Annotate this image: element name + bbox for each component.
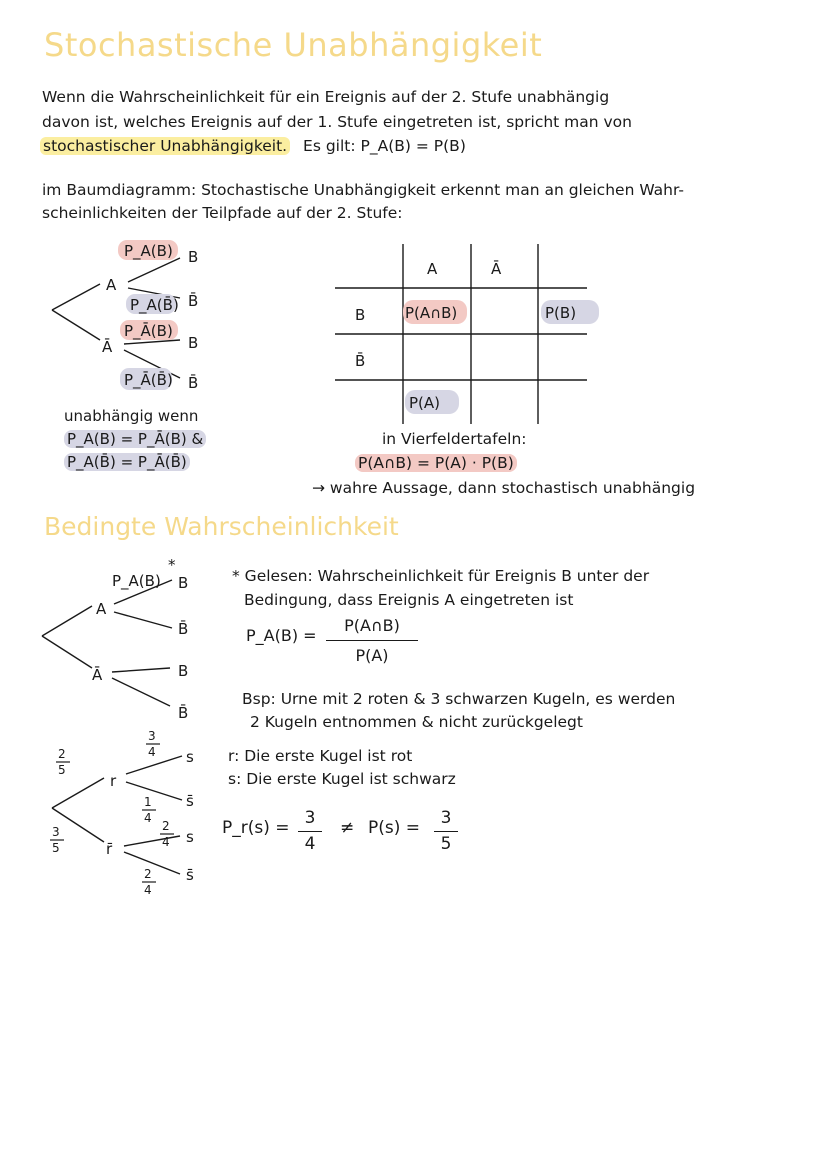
highlight-stochastic-independence: stochastischer Unabhängigkeit. [40, 137, 290, 155]
example-line-1: Bsp: Urne mit 2 roten & 3 schwarzen Kugeln, es werden [242, 690, 676, 708]
tree1-leaf-b2: B [188, 334, 199, 352]
result-lhs: P_r(s) = [222, 818, 290, 838]
tree3-leaf-s1: s [186, 748, 194, 766]
definition-fraction-bar [326, 640, 418, 641]
example-line-2: 2 Kugeln entnommen & nicht zurückgelegt [250, 713, 583, 731]
tree3-leaf-sbar2: s̄ [186, 866, 194, 884]
tree-intro-line-2: scheinlichkeiten der Teilpfade auf der 2. Stufe: [42, 204, 403, 222]
tree3-prob-rs-num: 3 [148, 729, 156, 743]
intro-line-1: Wenn die Wahrscheinlichkeit für ein Ereignis auf der 2. Stufe unabhängig [42, 88, 610, 106]
tree-diagram-independence [40, 232, 240, 402]
tree3-prob-rbars-den: 4 [162, 835, 170, 849]
page-title: Stochastische Unabhängigkeit [44, 26, 543, 64]
tree3-prob-rsbar-num: 1 [144, 795, 152, 809]
tree2-node-a: A [96, 600, 107, 618]
section-title-conditional: Bedingte Wahrscheinlichkeit [44, 512, 399, 541]
table-cell-a-and-b: P(A∩B) [405, 304, 458, 322]
tree-intro-line-1: im Baumdiagramm: Stochastische Unabhängigkeit erkennt man an gleichen Wahr- [42, 181, 684, 199]
tree3-prob-r-num: 2 [58, 747, 66, 761]
table-cell-a-total: P(A) [409, 394, 441, 412]
example-def-r: r: Die erste Kugel ist rot [228, 747, 413, 765]
table-row-b: B [355, 306, 366, 324]
tree3-prob-rbars-num: 2 [162, 819, 170, 833]
tree-diagram-conditional [36, 558, 216, 728]
independence-note-line-1: unabhängig wenn [64, 407, 199, 425]
definition-numerator: P(A∩B) [344, 616, 400, 635]
tree2-leaf-b2: B [178, 662, 189, 680]
tree3-prob-rbar-num: 3 [52, 825, 60, 839]
independence-note-line-2: P_A(B) = P_Ā(B) & [64, 430, 206, 448]
definition-line-1: * Gelesen: Wahrscheinlichkeit für Ereignis B unter der [232, 567, 650, 585]
tree2-leaf-bbar2: B̄ [178, 704, 189, 722]
tree3-prob-rs-den: 4 [148, 745, 156, 759]
tree1-prob-a-bbar: P_A(B̄) [130, 296, 179, 314]
tree2-star: * [168, 558, 176, 574]
tree3-leaf-s2: s [186, 828, 194, 846]
definition-denominator: P(A) [355, 646, 389, 665]
result-lhs-bar [298, 831, 322, 832]
tree2-node-abar: Ā [92, 666, 103, 684]
tree3-prob-rbarsbar-num: 2 [144, 867, 152, 881]
tree1-leaf-bbar1: B̄ [188, 292, 199, 310]
result-lhs-num: 3 [304, 808, 316, 828]
tree3-prob-rsbar-den: 4 [144, 811, 152, 825]
tree1-prob-a-b: P_A(B) [124, 242, 173, 260]
tree2-leaf-bbar1: B̄ [178, 620, 189, 638]
table-caption-formula: P(A∩B) = P(A) · P(B) [355, 454, 517, 472]
result-neq: ≠ [340, 818, 355, 838]
tree1-leaf-b1: B [188, 248, 199, 266]
tree3-prob-rbar-den: 5 [52, 841, 60, 855]
tree3-node-rbar: r̄ [106, 840, 113, 858]
tree-diagram-urn [40, 724, 220, 904]
tree2-leaf-b1: B [178, 574, 189, 592]
table-col-abar: Ā [491, 260, 502, 278]
four-field-table [335, 244, 615, 426]
result-rhs: P(s) = [368, 818, 421, 838]
tree1-node-abar: Ā [102, 338, 113, 356]
independence-note-line-3: P_A(B̄) = P_Ā(B̄) [64, 453, 190, 471]
tree3-node-r: r [110, 772, 117, 790]
result-rhs-num: 3 [440, 808, 452, 828]
intro-formula: Es gilt: P_A(B) = P(B) [303, 137, 466, 155]
result-rhs-bar [434, 831, 458, 832]
intro-line-2: davon ist, welches Ereignis auf der 1. Stufe eingetreten ist, spricht man von [42, 113, 632, 131]
table-caption-line-1: in Vierfeldertafeln: [382, 430, 527, 448]
tree3-leaf-sbar1: s̄ [186, 792, 194, 810]
tree3-prob-r-den: 5 [58, 763, 66, 777]
table-col-a: A [427, 260, 438, 278]
tree1-leaf-bbar2: B̄ [188, 374, 199, 392]
tree2-prob-a-b: P_A(B) [112, 572, 161, 590]
result-lhs-den: 4 [304, 834, 316, 854]
tree1-node-a: A [106, 276, 117, 294]
definition-line-2: Bedingung, dass Ereignis A eingetreten ist [244, 591, 574, 609]
tree1-prob-abar-b: P_Ā(B) [124, 322, 173, 340]
result-rhs-den: 5 [440, 834, 452, 854]
definition-lhs: P_A(B) = [246, 626, 317, 645]
table-row-bbar: B̄ [355, 352, 366, 370]
tree3-prob-rbarsbar-den: 4 [144, 883, 152, 897]
table-cell-b-total: P(B) [545, 304, 577, 322]
table-caption-conclusion: → wahre Aussage, dann stochastisch unabhängig [312, 479, 696, 497]
example-def-s: s: Die erste Kugel ist schwarz [228, 770, 456, 788]
tree1-prob-abar-bbar: P_Ā(B̄) [124, 371, 173, 389]
